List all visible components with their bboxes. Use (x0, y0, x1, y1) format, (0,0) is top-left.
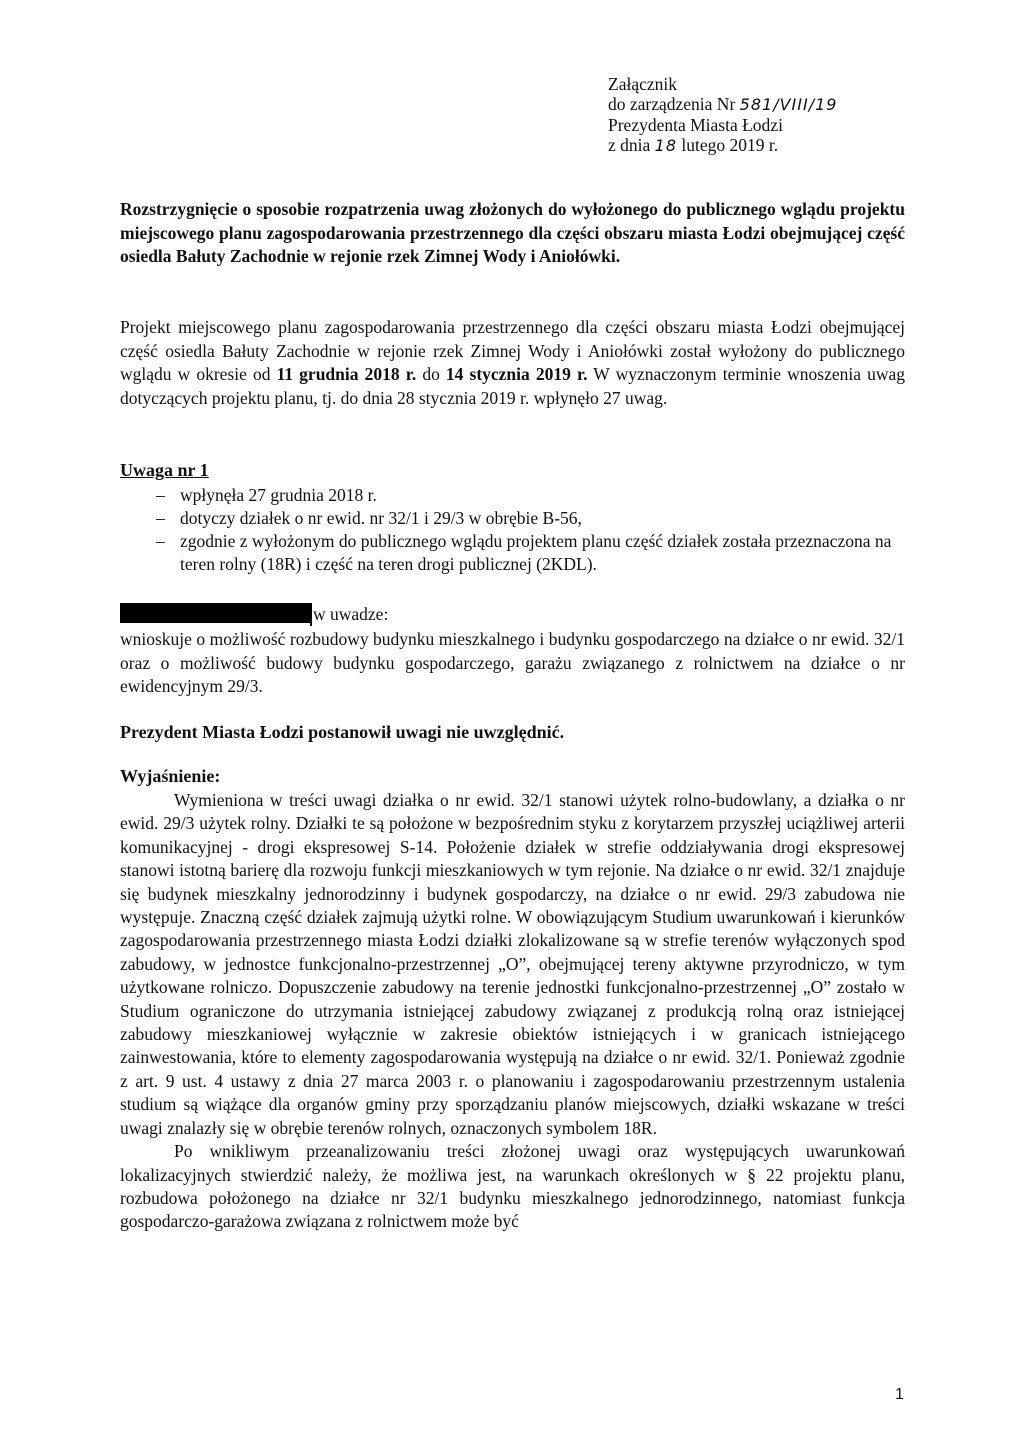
remark-author-suffix: w uwadze: (310, 603, 388, 626)
redaction-bar (120, 603, 310, 623)
document-title: Rozstrzygnięcie o sposobie rozpatrzenia uwag złożonych do wyłożonego do publicznego wglądu projektu miejscowego planu zagospodarowania przestrzennego dla części obszaru miasta Łodzi obejmującej część osiedla Bałuty Zachodnie w rejonie rzek Zimnej Wody i Aniołówki. (120, 199, 905, 266)
remark-author-row (120, 603, 388, 626)
remark-body: wnioskuje o możliwość rozbudowy budynku mieszkalnego i budynku gospodarczego na działce o nr ewid. 32/1 oraz o możliwość budowy budynku gospodarczego, garażu związanego z rolnictwem na działce o nr ewidencyjnym 29/3. (120, 629, 905, 696)
remark-heading: Uwaga nr 1 (120, 460, 209, 480)
intro-text-1: Projekt miejscowego planu zagospodarowania przestrzennego dla części obszaru miasta Łodzi obejmującej część osiedla Bałuty Zachodnie w rejonie rzek Zimnej Wody i Aniołówki został wyłożony do publicznego wglądu w okresie od (120, 317, 905, 384)
bullet-dash: – (156, 531, 165, 551)
list-item (120, 484, 905, 507)
list-item-text: wpłynęła 27 grudnia 2018 r. (180, 485, 377, 505)
list-item-text: zgodnie z wyłożonym do publicznego wglądu projektem planu część działek została przeznaczona na teren rolny (18R) i część na teren drogi publicznej (2KDL). (180, 531, 892, 574)
issuer-line: Prezydenta Miasta Łodzi (608, 115, 783, 135)
decision-statement: Prezydent Miasta Łodzi postanowił uwagi nie uwzględnić. (120, 722, 565, 742)
explanation-paragraph: Wymieniona w treści uwagi działka o nr ewid. 32/1 stanowi użytek rolno-budowlany, a działka o nr ewid. 29/3 użytek rolny. Działki te są położone w bezpośrednim styku z korytarzem przyszłej uciążliwej arterii komunikacyjnej - drogi ekspresowej S-14. Położenie działek w strefie oddziaływania drogi ekspresowej stanowi istotną barierę dla rozwoju funkcji mieszkaniowych w tym rejonie. Na działce o nr ewid. 32/1 znajduje się budynek mieszkalny jednorodzinny i budynek gospodarczy, na działce o nr ewid. 29/3 zabudowa nie występuje. Znaczną część działek zajmują użytki rolne. W obowiązującym Studium uwarunkowań i kierunków zagospodarowania przestrzennego miasta Łodzi działki zlokalizowane są w strefie terenów wyłączonych spod zabudowy, w jednostce funkcjonalno-przestrzennej „O”, obejmującej tereny aktywne przyrodniczo, w tym użytkowane rolniczo. Dopuszczenie zabudowy na terenie jednostki funkcjonalno-przestrzennej „O” zostało w Studium ograniczone do utrzymania istniejącej zabudowy związanej z produkcją rolną oraz istniejącej zabudowy mieszkaniowej wyłącznie w zakresie obiektów istniejących i w granicach istniejącego zainwestowania, które to elementy zagospodarowania występują na działce o nr ewid. 32/1. Ponieważ zgodnie z art. 9 ust. 4 ustawy z dnia 27 marca 2003 r. o planowaniu i zagospodarowaniu przestrzennym ustalenia studium są wiążące dla organów gminy przy sporządzaniu planów miejscowych, działki wskazane w treści uwagi znalazły się w obrębie terenów rolnych, oznaczonych symbolem 18R. (120, 790, 905, 1138)
bullet-dash: – (156, 508, 165, 528)
intro-text-2: do (416, 364, 446, 384)
ordinance-prefix: do zarządzenia Nr (608, 94, 740, 114)
attachment-label: Załącznik (608, 74, 677, 94)
handwritten-ordinance-number: 581/VIII/19 (739, 95, 838, 114)
explanation-heading: Wyjaśnienie: (120, 766, 221, 786)
date-prefix: z dnia (608, 135, 655, 155)
date-suffix: lutego 2019 r. (677, 135, 779, 155)
intro-date-from: 11 grudnia 2018 r. (276, 364, 417, 384)
handwritten-day: 18 (654, 136, 678, 155)
intro-date-to: 14 stycznia 2019 r. (445, 364, 588, 384)
date-line (608, 135, 837, 156)
remark-details-list (120, 484, 905, 576)
attachment-header (608, 74, 837, 156)
bullet-dash: – (156, 485, 165, 505)
list-item (120, 530, 905, 576)
intro-text-3: W wyznaczonym terminie wnoszenia uwag dotyczących projektu planu, tj. do dnia 28 stycznia 2019 r. wpłynęło 27 uwag. (120, 364, 905, 408)
explanation-paragraph: Po wnikliwym przeanalizowaniu treści złożonej uwagi oraz występujących uwarunkowań lokalizacyjnych stwierdzić należy, że możliwa jest, na warunkach określonych w § 22 projektu planu, rozbudowa położonego na działce nr 32/1 budynku mieszkalnego jednorodzinnego, natomiast funkcja gospodarczo-garażowa związana z rolnictwem może być (120, 1141, 905, 1232)
page-number: 1 (895, 1386, 904, 1403)
ordinance-number-line (608, 94, 837, 115)
intro-paragraph (120, 316, 905, 410)
explanation-body (120, 789, 905, 1234)
list-item-text: dotyczy działek o nr ewid. nr 32/1 i 29/3 w obrębie B-56, (180, 508, 582, 528)
list-item (120, 507, 905, 530)
